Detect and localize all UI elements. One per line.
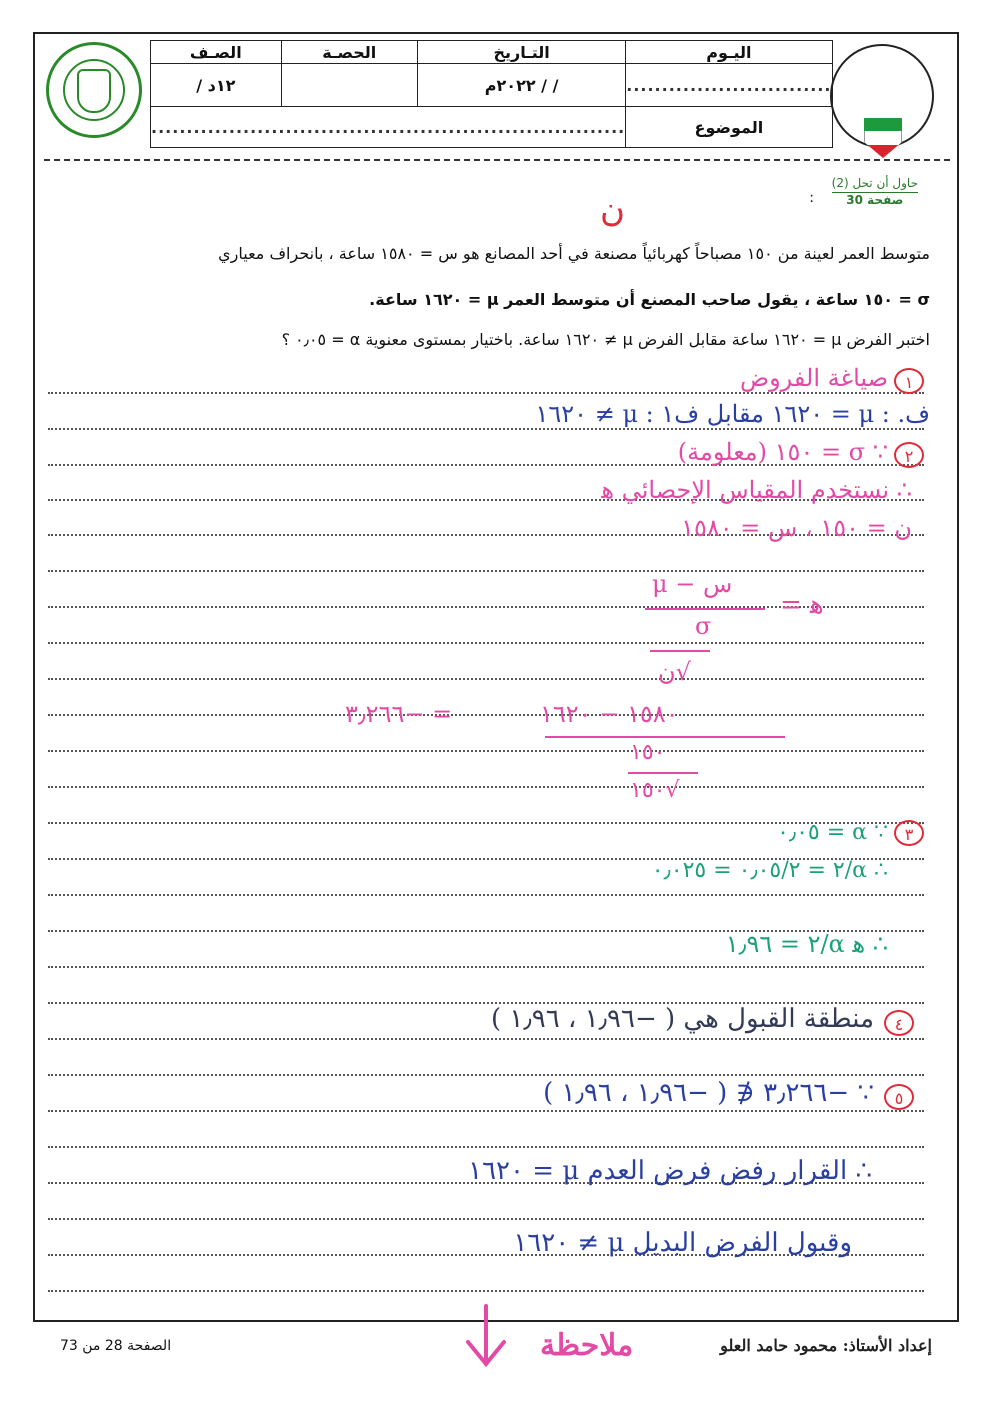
formula-bar-2 [650, 650, 710, 652]
question-line-3: اختبر الفرض μ = ١٦٢٠ ساعة مقابل الفرض μ ≠ ١٦٢٠ ساعة. باختيار بمستوى معنوية α = ٠٫٠٥ ؟ [281, 330, 930, 349]
step3-alpha: ∵ α = ٠٫٠٥ [777, 820, 888, 845]
step2-values: ن = ١٥٠ ، س = ١٥٨٠ [681, 514, 912, 542]
step1-title: صياغة الفروض [740, 364, 888, 392]
header-separator [44, 159, 950, 161]
formula-bar [645, 608, 765, 610]
note-label: ملاحظة [540, 1328, 634, 1363]
try-page: صفحة 30 [846, 193, 904, 207]
formula-den-root: √ن [658, 658, 691, 686]
topic-label: الموضوع [626, 107, 832, 148]
period-label: الحصـة [281, 41, 417, 64]
decision-reject: ∴ القرار رفض فرض العدم μ = ١٦٢٠ [468, 1156, 872, 1186]
ruled-line [48, 786, 924, 788]
day-value: ............................. [626, 64, 832, 107]
page-number: الصفحة 28 من 73 [60, 1338, 172, 1354]
ruled-line [48, 1290, 924, 1292]
calc-den-2: √١٥٠ [630, 778, 680, 803]
header-table [150, 40, 833, 148]
ruled-line [48, 1110, 924, 1112]
step-number-2: ٢ [894, 442, 924, 468]
class-value: ١٢د / [151, 64, 282, 107]
step-number-4: ٤ [884, 1010, 914, 1036]
calc-bar-2 [628, 772, 698, 774]
try-box [832, 176, 918, 207]
ruled-line [48, 1146, 924, 1148]
formula-numerator: س − μ [652, 570, 733, 598]
step-number-1: ١ [894, 368, 924, 394]
step-number-5: ٥ [884, 1084, 914, 1110]
question-line-2: σ = ١٥٠ ساعة ، يقول صاحب المصنع أن متوسط العمر μ = ١٦٢٠ ساعة. [369, 290, 930, 309]
question-line-1: متوسط العمر لعينة من ١٥٠ مصباحاً كهربائياً مصنعة في أحد المصانع هو س = ١٥٨٠ ساعة ، بانحراف معياري [218, 244, 930, 263]
calc-bar [545, 736, 785, 738]
page-frame [33, 32, 959, 1322]
step2-statistic: ∴ نستخدم المقياس الإحصائي ﻫ [601, 476, 912, 504]
period-value [281, 64, 417, 107]
ruled-line [48, 966, 924, 968]
ruled-line [48, 1074, 924, 1076]
ruled-line [48, 1038, 924, 1040]
date-label: التـاريخ [418, 41, 626, 64]
step3-half-alpha: ∴ α/٢ = ٠٫٠٥/٢ = ٠٫٠٢٥ [651, 858, 888, 883]
ruled-line [48, 428, 924, 430]
day-label: اليـوم [626, 41, 832, 64]
class-label: الصـف [151, 41, 282, 64]
calc-result: = −٣٫٢٦٦ [345, 700, 453, 728]
date-value: / / ٢٠٢٢م [418, 64, 626, 107]
ruled-line [48, 570, 924, 572]
calc-numerator: ١٥٨٠ − ١٦٢٠ [540, 700, 679, 728]
ruled-line [48, 678, 924, 680]
handwritten-n: ن [600, 190, 625, 230]
ruled-line [48, 392, 924, 394]
step5-check: ∵ −٣٫٢٦٦ ∉ ( −١٫٩٦ ، ١٫٩٦ ) [543, 1078, 874, 1108]
ruled-line [48, 714, 924, 716]
ruled-line [48, 642, 924, 644]
step2-given: ∵ σ = ١٥٠ (معلومة) [677, 438, 888, 466]
ruled-line [48, 1218, 924, 1220]
step1-hypotheses: ف. : μ = ١٦٢٠ مقابل ف١ : μ ≠ ١٦٢٠ [535, 400, 930, 428]
step-number-3: ٣ [894, 820, 924, 846]
formula-den-sigma: σ [695, 612, 712, 640]
colon-mark: : [809, 190, 814, 206]
decision-accept: وقبول الفرض البديل μ ≠ ١٦٢٠ [513, 1228, 852, 1258]
calc-den-1: ١٥٠ [630, 740, 666, 765]
ruled-line [48, 750, 924, 752]
school-seal-logo [46, 42, 142, 138]
try-title: حاول أن تحل (2) [832, 176, 918, 193]
down-arrow-icon [456, 1302, 516, 1372]
ruled-line [48, 894, 924, 896]
step3-z-value: ∴ ﻫ α/٢ = ١٫٩٦ [725, 930, 888, 958]
formula-lhs: ﻫ = [780, 590, 824, 620]
author-line: إعداد الأستاذ: محمود حامد العلو [720, 1336, 932, 1355]
kuwait-emblem-logo [826, 44, 938, 162]
step4-acceptance-region: منطقة القبول هي ( −١٫٩٦ ، ١٫٩٦ ) [490, 1004, 874, 1034]
topic-value: ................................................................... [151, 107, 626, 148]
